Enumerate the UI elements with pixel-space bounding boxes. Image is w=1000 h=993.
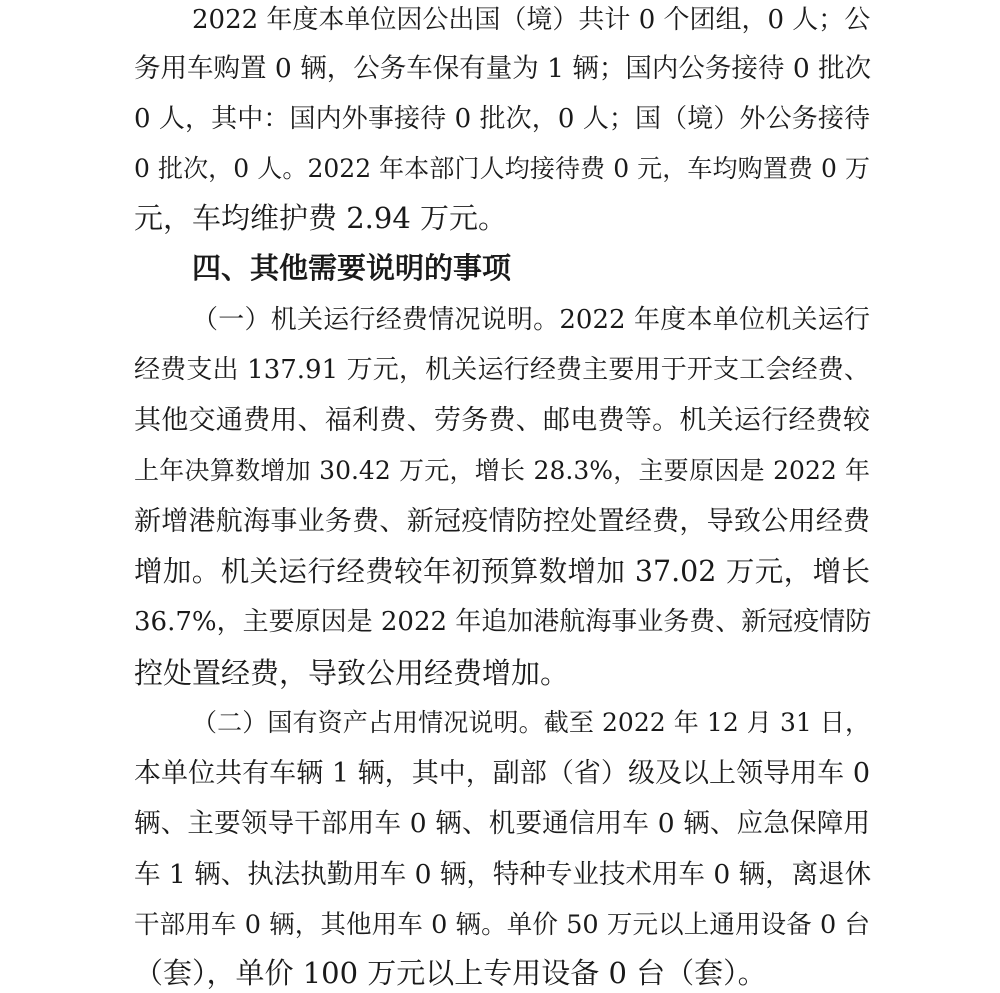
paragraph-2-line-1: （一）机关运行经费情况说明。2022 年度本单位机关运行 xyxy=(192,305,870,335)
paragraph-2-line-2: 经费支出 137.91 万元，机关运行经费主要用于开支工会经费、 xyxy=(134,355,870,385)
paragraph-1-line-4: 0 批次，0 人。2022 年本部门人均接待费 0 元，车均购置费 0 万 xyxy=(134,154,870,183)
paragraph-3-line-4: 车 1 辆、执法执勤用车 0 辆，特种专业技术用车 0 辆，离退休 xyxy=(134,859,872,890)
paragraph-3-line-2: 本单位共有车辆 1 辆，其中，副部（省）级及以上领导用车 0 xyxy=(134,758,870,789)
paragraph-3-line-5: 干部用车 0 辆，其他用车 0 辆。单价 50 万元以上通用设备 0 台 xyxy=(134,910,870,940)
section-heading: 四、其他需要说明的事项 xyxy=(192,251,512,285)
paragraph-3-line-3: 辆、主要领导干部用车 0 辆、机要通信用车 0 辆、应急保障用 xyxy=(134,808,870,839)
paragraph-1-line-3: 0 人，其中：国内外事接待 0 批次，0 人；国（境）外公务接待 xyxy=(134,104,870,134)
paragraph-1-line-5: 元，车均维护费 2.94 万元。 xyxy=(134,201,508,235)
paragraph-3-line-6: （套），单价 100 万元以上专用设备 0 台（套）。 xyxy=(134,956,767,990)
paragraph-1-line-1: 2022 年度本单位因公出国（境）共计 0 个团组，0 人；公 xyxy=(192,5,871,35)
paragraph-3-line-1: （二）国有资产占用情况说明。截至 2022 年 12 月 31 日， xyxy=(192,708,870,737)
paragraph-2-line-5: 新增港航海事业务费、新冠疫情防控处置经费，导致公用经费 xyxy=(134,506,870,537)
paragraph-2-line-8: 控处置经费，导致公用经费增加。 xyxy=(134,656,570,690)
paragraph-2-line-6: 增加。机关运行经费较年初预算数增加 37.02 万元，增长 xyxy=(134,555,870,588)
paragraph-2-line-7: 36.7%，主要原因是 2022 年追加港航海事业务费、新冠疫情防 xyxy=(134,607,872,637)
paragraph-1-line-2: 务用车购置 0 辆，公务车保有量为 1 辆；国内公务接待 0 批次 xyxy=(134,53,872,84)
paragraph-2-line-4: 上年决算数增加 30.42 万元，增长 28.3%，主要原因是 2022 年 xyxy=(134,456,870,485)
paragraph-2-line-3: 其他交通费用、福利费、劳务费、邮电费等。机关运行经费较 xyxy=(134,405,870,436)
